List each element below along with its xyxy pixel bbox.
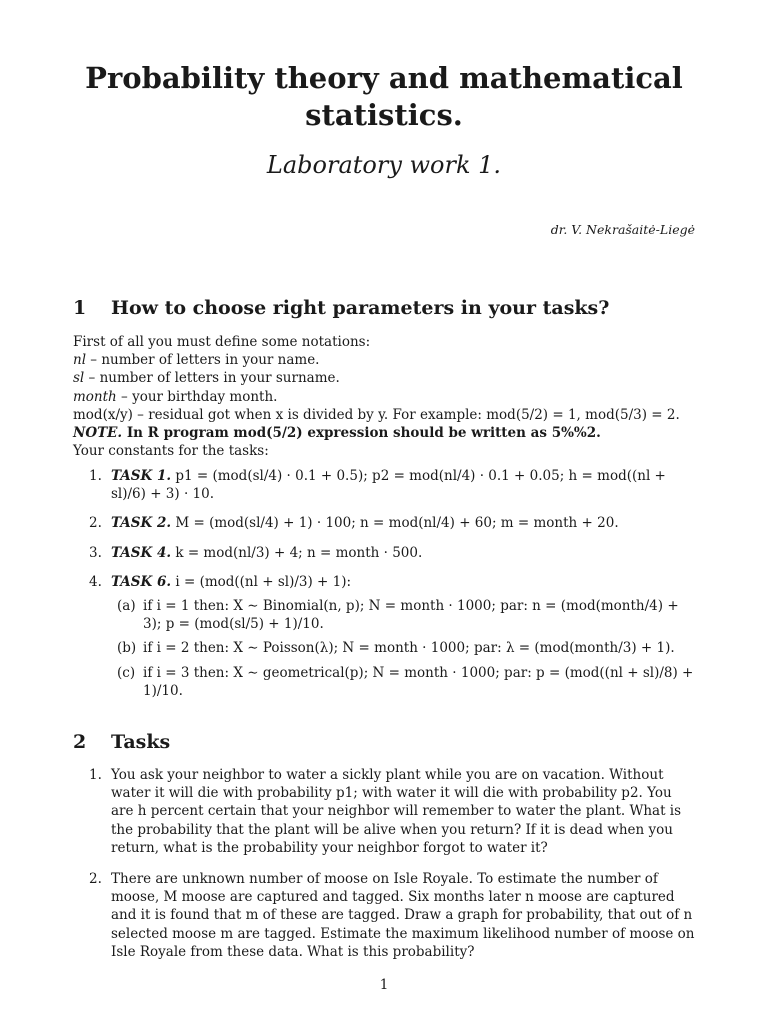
notation-variable: sl (73, 370, 85, 387)
task-parameter-list (73, 467, 695, 711)
section-title: Tasks (111, 731, 171, 753)
list-marker: 2. (89, 515, 102, 532)
sub-list-item (73, 597, 695, 633)
section-1-heading (73, 296, 609, 320)
notation-mod: mod(x/y) – residual got when x is divided by y. For example: mod(5/2) = 1, mod(5/3) = 2. (73, 406, 680, 423)
notation-description: – number of letters in your surname. (84, 370, 340, 387)
sub-list-text: if i = 2 then: X ∼ Poisson(λ); N = month · 1000; par: λ = (mod(month/3) + 1). (143, 640, 675, 657)
list-marker: 1. (89, 468, 102, 484)
notation-nl (73, 351, 695, 369)
notation-description: – your birthday month. (116, 388, 278, 405)
note-text: In R program mod(5/2) expression should be written as 5%%2. (122, 425, 601, 442)
list-item (73, 766, 695, 857)
sub-list-marker: (c) (117, 664, 136, 681)
document-title: Probability theory and mathematical statistics. (85, 61, 683, 132)
notation-description: – number of letters in your name. (86, 352, 320, 369)
list-item (73, 514, 695, 532)
list-marker: 2. (89, 871, 102, 888)
section-title: How to choose right parameters in your tasks? (111, 297, 610, 319)
task-label: TASK 4. (111, 544, 172, 561)
task-text: You ask your neighbor to water a sickly plant while you are on vacation. Without water it will die with probability p1; with water it will die with probability p2. You are h percent certain that your neighbor will remember to water the plant. What is the probability that the plant will be alive when you return? If it is dead when you return, what is the probability your neighbor forgot to water it? (111, 767, 682, 856)
sub-list-marker: (a) (117, 598, 136, 615)
notation-intro: First of all you must define some notations: (73, 334, 371, 350)
list-item (73, 467, 695, 503)
tasks-list (73, 766, 695, 972)
sub-list-item (73, 664, 695, 700)
list-item (73, 544, 695, 562)
sub-list-text: if i = 3 then: X ∼ geometrical(p); N = month · 1000; par: p = (mod((nl + sl)/8) + 1)/10. (143, 664, 694, 699)
list-item (73, 573, 695, 700)
task-formula: k = mod(nl/3) + 4; n = month · 500. (171, 544, 423, 561)
task-text: There are unknown number of moose on Isle Royale. To estimate the number of moose, M moose are captured and tagged. Six months later n moose are captured and it is found that m of these are tagged. Draw a graph for probability, that out of n selected moose m are tagged. Estimate the maximum likelihood number of moose on Isle Royale from these data. What is this probability? (111, 871, 695, 960)
note-label: NOTE. (73, 425, 123, 442)
constants-intro: Your constants for the tasks: (73, 443, 269, 460)
sub-list-item (73, 639, 695, 657)
page-number: 1 (379, 977, 389, 993)
notation-variable: nl (73, 352, 87, 369)
note-line (73, 424, 695, 442)
task-label: TASK 1. (111, 468, 172, 484)
author-name: dr. V. Nekrašaitė-Liegė (550, 222, 695, 237)
document-subtitle: Laboratory work 1. (266, 151, 502, 179)
task-formula: M = (mod(sl/4) + 1) · 100; n = mod(nl/4) + 60; m = month + 20. (171, 515, 619, 532)
list-marker: 4. (89, 573, 102, 590)
list-marker: 1. (89, 767, 102, 783)
task-formula: p1 = (mod(sl/4) · 0.1 + 0.5); p2 = mod(nl/4) · 0.1 + 0.05; h = mod((nl + sl)/6) + 3) · 10. (111, 468, 666, 503)
notation-variable: month (73, 388, 117, 405)
task-label: TASK 2. (111, 515, 172, 532)
notation-sl (73, 369, 695, 387)
task-label: TASK 6. (111, 573, 172, 590)
list-marker: 3. (89, 544, 102, 561)
section-number: 2 (73, 731, 87, 753)
section-number: 1 (73, 297, 87, 319)
notation-month (73, 388, 695, 406)
sub-list-marker: (b) (117, 640, 137, 657)
list-item (73, 870, 695, 961)
task-formula: i = (mod((nl + sl)/3) + 1): (171, 573, 352, 590)
section-2-heading (73, 730, 170, 754)
notation-block (73, 333, 695, 460)
sub-list-text: if i = 1 then: X ∼ Binomial(n, p); N = month · 1000; par: n = (mod(month/4) + 3); p = (mod(sl/5) + 1)/10. (143, 598, 679, 633)
